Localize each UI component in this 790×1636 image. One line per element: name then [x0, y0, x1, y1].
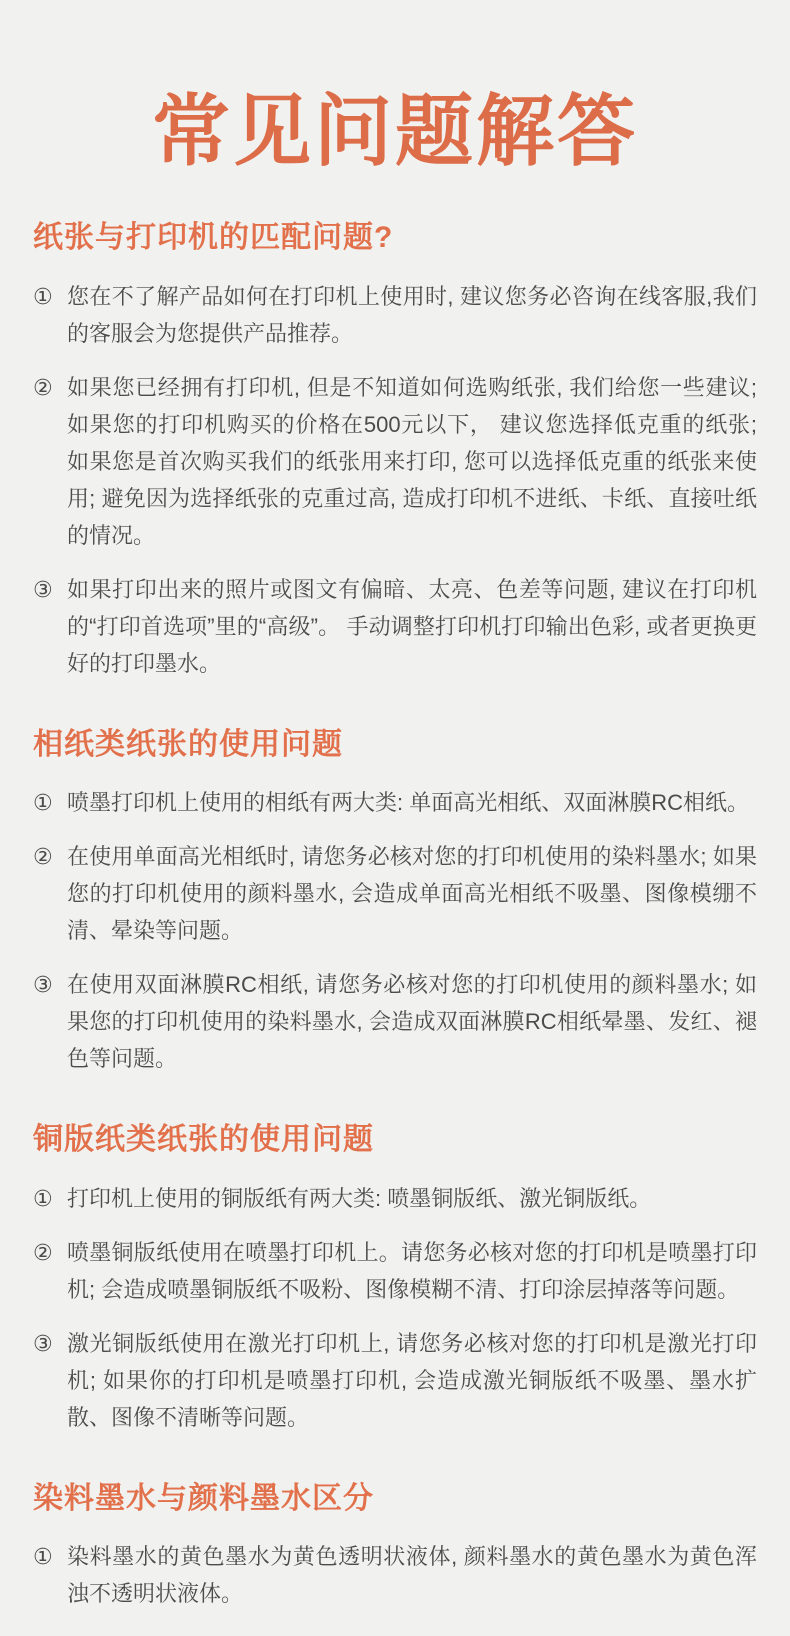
item-text: 您在不了解产品如何在打印机上使用时, 建议您务必咨询在线客服,我们的客服会为您提供产品推荐。 [67, 283, 757, 346]
faq-sections [33, 219, 757, 1612]
item-text: 染料墨水的黄色墨水为黄色透明状液体, 颜料墨水的黄色墨水为黄色浑浊不透明状液体。 [67, 1544, 757, 1607]
item-number-marker: ① [33, 1185, 53, 1211]
item-text: 激光铜版纸使用在激光打印机上, 请您务必核对您的打印机是激光打印机; 如果你的打印机是喷墨打印机, 会造成激光铜版纸不吸墨、墨水扩散、图像不清晰等问题。 [67, 1330, 757, 1430]
item-number-marker: ① [33, 1544, 53, 1570]
faq-item [33, 1180, 757, 1217]
faq-item [33, 1234, 757, 1308]
faq-item [33, 1325, 757, 1436]
item-number-marker: ② [33, 1239, 53, 1265]
item-text: 在使用单面高光相纸时, 请您务必核对您的打印机使用的染料墨水; 如果您的打印机使用的颜料墨水, 会造成单面高光相纸不吸墨、图像模绷不清、晕染等问题。 [67, 844, 757, 944]
page-title: 常见问题解答 [151, 87, 638, 175]
faq-item [33, 571, 757, 682]
item-number-marker: ② [33, 374, 53, 400]
faq-item [33, 1538, 757, 1612]
item-text: 喷墨铜版纸使用在喷墨打印机上。请您务必核对您的打印机是喷墨打印机; 会造成喷墨铜版纸不吸粉、图像模糊不清、打印涂层掉落等问题。 [67, 1239, 757, 1302]
faq-item [33, 278, 757, 352]
item-number-marker: ② [33, 844, 53, 870]
faq-item [33, 966, 757, 1077]
item-text: 打印机上使用的铜版纸有两大类: 喷墨铜版纸、激光铜版纸。 [67, 1185, 652, 1211]
faq-section [33, 1121, 757, 1436]
section-heading: 纸张与打印机的匹配问题? [33, 221, 394, 255]
section-items [33, 278, 757, 682]
item-number-marker: ③ [33, 972, 53, 998]
faq-section [33, 726, 757, 1078]
section-heading: 相纸类纸张的使用问题 [33, 727, 343, 761]
faq-section [33, 1480, 757, 1613]
section-items [33, 1180, 757, 1436]
section-heading: 铜版纸类纸张的使用问题 [33, 1123, 374, 1157]
section-items [33, 1538, 757, 1612]
item-text: 如果打印出来的照片或图文有偏暗、太亮、色差等问题, 建议在打印机的“打印首选项”里的“高级”。 手动调整打印机打印输出色彩, 或者更换更好的打印墨水。 [67, 576, 757, 676]
item-text: 喷墨打印机上使用的相纸有两大类: 单面高光相纸、双面淋膜RC相纸。 [67, 790, 750, 816]
section-items [33, 784, 757, 1077]
item-number-marker: ① [33, 283, 53, 309]
section-heading: 染料墨水与颜料墨水区分 [33, 1481, 374, 1515]
item-number-marker: ③ [33, 576, 53, 602]
faq-section [33, 219, 757, 682]
item-text: 在使用双面淋膜RC相纸, 请您务必核对您的打印机使用的颜料墨水; 如果您的打印机使用的染料墨水, 会造成双面淋膜RC相纸晕墨、发红、褪色等问题。 [67, 972, 757, 1072]
faq-item [33, 784, 757, 821]
item-text: 如果您已经拥有打印机, 但是不知道如何选购纸张, 我们给您一些建议; 如果您的打印机购买的价格在500元以下， 建议您选择低克重的纸张; 如果您是首次购买我们的纸张用来打印, 您可以选择低克重的纸张来使用; 避免因为选择纸张的克重过高, 造成打印机不进纸、卡纸、直接吐纸的情况。 [67, 374, 757, 548]
item-number-marker: ③ [33, 1330, 53, 1356]
faq-item [33, 369, 757, 554]
item-number-marker: ① [33, 790, 53, 816]
faq-item [33, 838, 757, 949]
